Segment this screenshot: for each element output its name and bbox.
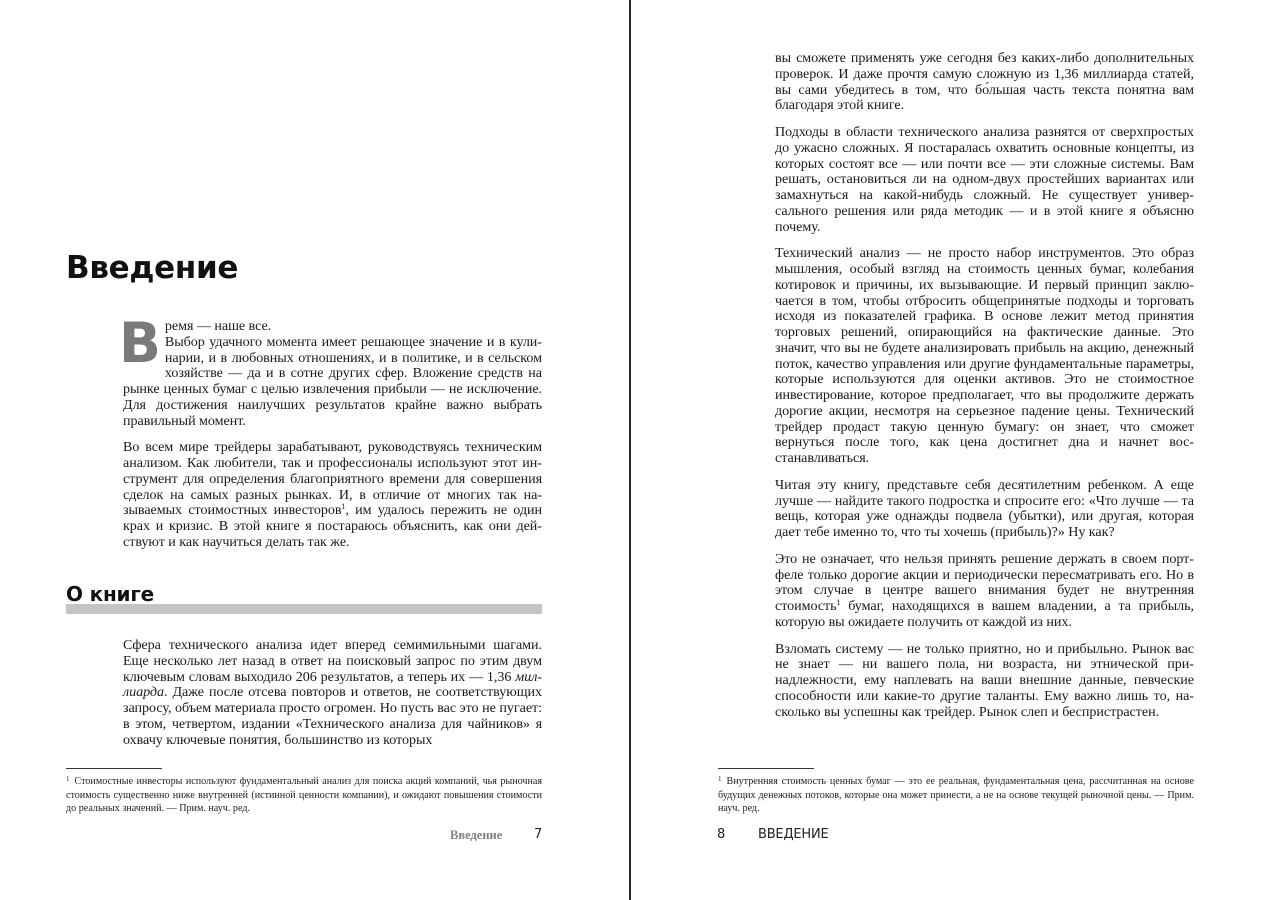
paragraph-text: Это не означает, что нельзя принять решение держать в своем портфеле только дорогие акции и периодически пересматривать его. Но в этом случае в центре вашего внимания будет не внутренняя стоимость xyxy=(775,550,1194,614)
chapter-title: Введение xyxy=(66,250,239,286)
page-number: 8 xyxy=(717,827,726,842)
paragraph-text: . Даже после отсева повторов и ответов, не соответствующих запросу, объем материала просто огромен. Но пусть вас это не пугает: в этом, четвертом, издании «Технического анализа для чайников» я охвачу ключевые понятия, большинство из которых xyxy=(123,684,542,748)
footnote-text: Внутренняя стоимость ценных бумаг — это ее реальная, фундаментальная цена, рассчитанная на основе будущих денежных потоков, которые она может принести, а не на основе текущей рыночной цены. — Прим. науч. ред. xyxy=(718,776,1194,814)
section-heading xyxy=(66,582,542,614)
paragraph: Читая эту книгу, представьте себя десятилетним ребенком. А еще лучше — найдите такого подростка и спросите его: «Что лучше — та вещь, которая уже однажды подвела (убытки), или другая, которая дает тебе именно то, что ты хочешь (прибыль)?» Ну как? xyxy=(775,476,1194,540)
running-head: Введение xyxy=(450,828,503,842)
paragraph: вы сможете применять уже сегодня без каких-либо дополнительных проверок. И даже прочтя самую сложную из 1,36 миллиарда статей, вы сами убедитесь в том, что бо́льшая часть текста понятна вам благодаря этой книге. xyxy=(775,50,1194,114)
paragraph-traders xyxy=(123,440,542,550)
intro-rest: Выбор удачного момента имеет решающее значение и в кулинарии, и в любовных отношениях, и в политике, и в сельском хозяйстве — да и в сотне других сфер. Вложение средств на рынке ценных бумаг с целью извлечения прибыли — не исключение. Для достижения наилучших результатов крайне важно выбрать правильный момент. xyxy=(123,333,542,429)
footnote-text: Стоимостные инвесторы используют фундаментальный анализ для поиска акций компаний, чья рыночная стоимость существенно ниже внутренней (истинной ценности компании), и ожидают повышения стоимости до реальных значений. — Прим. науч. ред. xyxy=(66,776,542,814)
drop-cap: В xyxy=(119,311,161,375)
paragraph-text: Во всем мире трейдеры зарабатывают, руководствуясь техническим анализом. Как любители, так и профессионалы используют этот инструмент для определения благоприятного времени для совершения сделок на самых разных рынках. И, в отличие от многих так называемых стоимостных инвесторов xyxy=(123,439,542,519)
footnote-reference[interactable]: 1 xyxy=(836,598,841,607)
intro-paragraph xyxy=(119,311,542,429)
running-head: ВВЕДЕНИЕ xyxy=(758,827,829,842)
paragraph: Подходы в области технического анализа разнятся от сверхпростых до ужасно сложных. Я постаралась охватить основные концепты, из которых состоят все — или почти все — эти сложные системы. Вам решать, остановиться ли на одном-двух простейших вариантах или замахнуться на какой-нибудь сложный. Не существует универсального решения или ряда методик — и в этой книге я объясню почему. xyxy=(775,124,1194,235)
paragraph-text: Сфера технического анализа идет вперед семимильными шагами. Еще несколько лет назад в ответ на поисковый запрос по этим двум ключевым словам выходило 206 результатов, а теперь их — 1,36 xyxy=(123,637,542,685)
intro-first-line: ремя — наше все. xyxy=(164,318,272,334)
section-title: О книге xyxy=(66,582,154,606)
paragraph: Технический анализ — не просто набор инструментов. Это образ мышления, особый взгляд на стоимость ценных бумаг, колебания котировок и причины, их вызывающие. И первый принцип заключается в том, чтобы отбросить общепринятые подходы и торговать исходя из показателей графика. В основе лежит метод принятия торговых решений, опирающийся на фактические данные. Это значит, что вы не будете анализировать прибыль на акцию, денежный поток, качество управления или другие фундаментальные параметры, которые используются для оценки активов. Это не стоимостное инвестирование, которое предполагает, что вы продолжите держать дорогие акции, несмотря на серьезное падение цены. Технический трейдер продаст такую ценную бумагу: он знает, что сможет вернуться после того, как цена достигнет дна и начнет восстанавливаться. xyxy=(775,245,1194,466)
footnote xyxy=(718,773,1194,816)
page-number: 7 xyxy=(534,827,543,842)
footnote-rule xyxy=(718,768,814,769)
paragraph-text: бумаг, находящихся в вашем владении, а та прибыль, которую вы ожидаете получить от каждой из них. xyxy=(775,598,1194,630)
intro-text-block xyxy=(119,311,542,551)
paragraph-text: , им удалось пережить не один крах и кризис. В этой книге я постараюсь объяснить, как они действуют и как научиться делать так же. xyxy=(123,502,542,550)
footnote-number: 1 xyxy=(718,775,722,783)
paragraph-about-book xyxy=(123,638,542,748)
left-page xyxy=(0,0,629,900)
footnote xyxy=(66,773,542,816)
right-text-block xyxy=(775,51,1194,720)
footnote-number: 1 xyxy=(66,775,70,783)
paragraph: Взломать систему — не только приятно, но и прибыльно. Рынок вас не знает — ни вашего пола, ни возраста, ни этнической принадлежности, ему наплевать на ваши внешние данные, певческие способности или какие-то другие таланты. Ему важно лишь то, насколько вы успешны как трейдер. Рынок слеп и беспристрастен. xyxy=(775,640,1194,720)
footnote-reference[interactable]: 1 xyxy=(341,502,346,512)
section-text-block xyxy=(123,638,542,748)
footnote-rule xyxy=(66,768,162,769)
italic-text: миллиарда xyxy=(123,668,542,701)
paragraph-intrinsic-value xyxy=(775,552,1194,631)
